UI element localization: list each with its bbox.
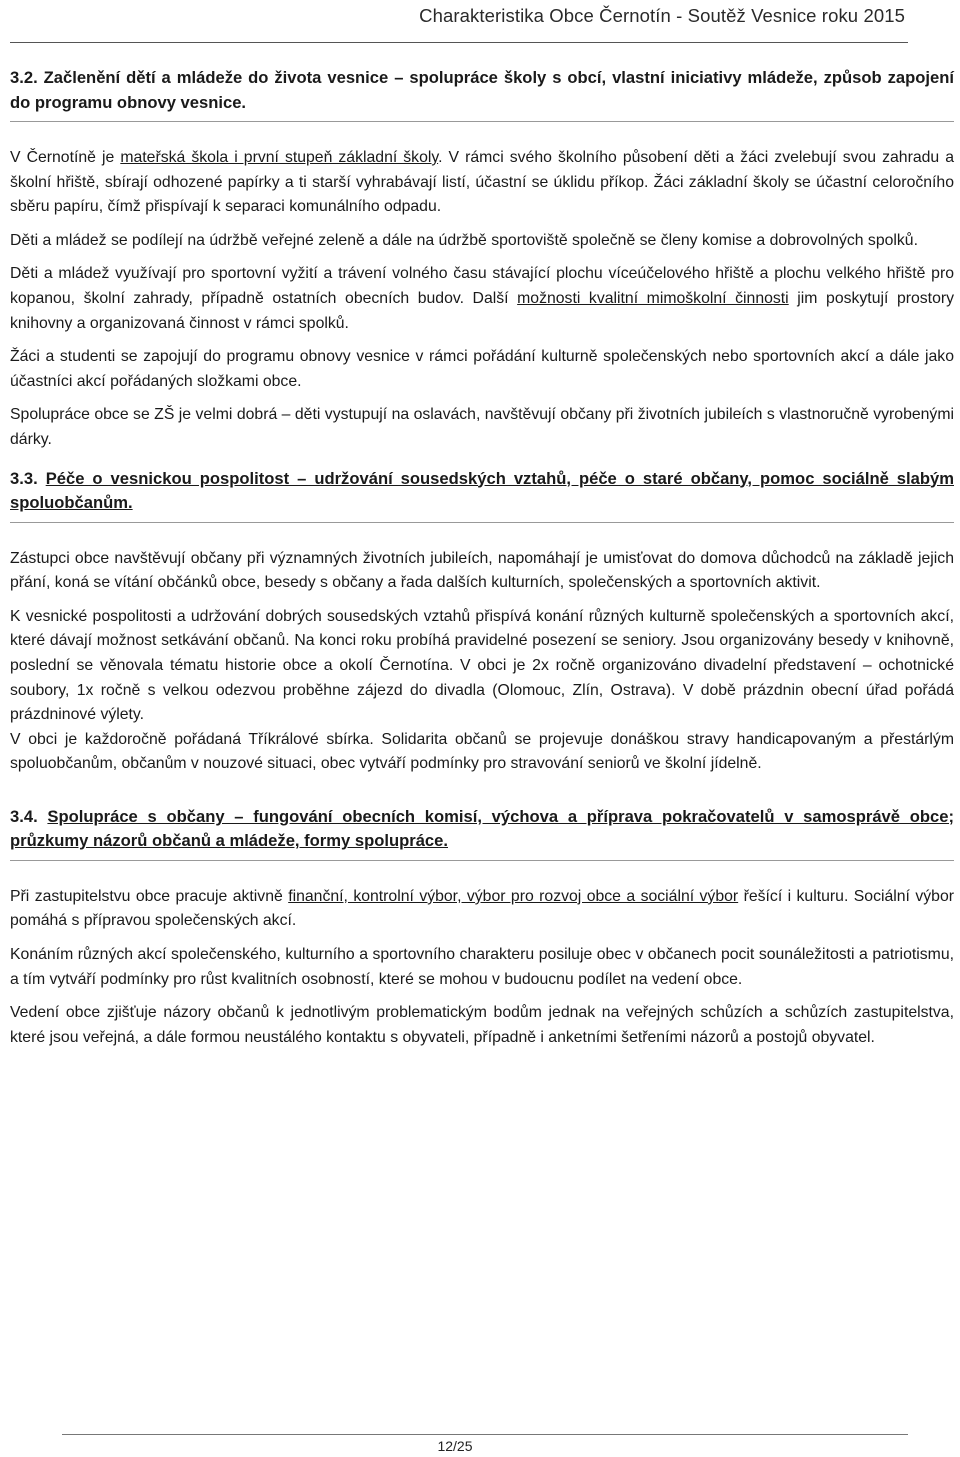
section-3-3-paragraph-1: Zástupci obce navštěvují občany při významných životních jubileích, napomáhají je umisťovat do domova důchodců na základě jejich přání, koná se vítání občánků obce, besedy s občany a řada dalších kulturních, společenských a sportovních aktivit. (10, 549, 954, 592)
footer-divider (62, 1434, 908, 1435)
section-3-2-paragraph-3 (10, 262, 954, 336)
section-3-2-heading: 3.2. Začlenění dětí a mládeže do života vesnice – spolupráce školy s obcí, vlastní iniciativy mládeže, způsob zapojení do programu obnovy vesnice. (10, 66, 954, 122)
section-3-2-paragraph-2: Děti a mládež se podílejí na údržbě veřejné zeleně a dále na údržbě sportoviště společně se členy komise a dobrovolných spolků. (10, 231, 918, 249)
text-run: Děti a mládež využívají pro sportovní vyžití a trávení volného času stávající plochu víceúčelového hřiště a plochu velkého hřiště pro kopanou, školní zahrady, případně ostatních obecních budov. Další (10, 265, 954, 307)
section-3-2-paragraph-5: Spolupráce obce se ZŠ je velmi dobrá – děti vystupují na oslavách, navštěvují občany při životních jubileích s vlastnoručně vyrobenými dárky. (10, 406, 954, 448)
section-3-2-paragraph-4: Žáci a studenti se zapojují do programu obnovy vesnice v rámci pořádání kulturně společenských nebo sportovních akcí a dále jako účastníci akcí pořádaných složkami obce. (10, 348, 954, 390)
underlined-phrase: finanční, kontrolní výbor, výbor pro rozvoj obce a sociální výbor (288, 887, 739, 905)
section-title: Spolupráce s občany – fungování obecních komisí, výchova a příprava pokračovatelů v samosprávě obce; průzkumy názorů občanů a mládeže, formy spolupráce. (10, 806, 954, 851)
text-run: . V rámci svého školního působení děti a žáci zvelebují svou zahradu a školní hřiště, sbírají odhozené papírky a ti starší vyhrabávají listí, účastní se úklidu příkop. Žáci základní školy se účastní celoročního sběru papíru, čímž přispívají k separaci komunálního odpadu. (10, 149, 955, 216)
text-run: řešící i kulturu. Sociální výbor pomáhá s přípravou společenských akcí. (10, 887, 954, 930)
section-3-4-paragraph-1 (10, 885, 954, 934)
section-3-4-paragraph-3: Vedení obce zjišťuje názory občanů k jednotlivým problematickým bodům jednak na veřejných schůzích a schůzích zastupitelstva, které jsou veřejná, a dále formou neustálého kontaktu s obyvateli, případně i anketními šetřeními názorů a postojů obyvatel. (10, 1004, 954, 1046)
section-number: 3.4. (10, 806, 38, 826)
section-3-4-heading (10, 805, 954, 861)
section-title: Péče o vesnickou pospolitost – udržování sousedských vztahů, péče o staré občany, pomoc sociálně slabým spoluobčanům. (10, 468, 954, 513)
text-run: V Černotíně je (10, 149, 121, 166)
spacer (10, 122, 954, 146)
document-header-title: Charakteristika Obce Černotín - Soutěž Vesnice roku 2015 (419, 5, 905, 26)
section-3-4-paragraph-2: Konáním různých akcí společenského, kulturního a sportovního charakteru posiluje obec v občanech pocit sounáležitosti a patriotismu, a tím vytváří podmínky pro růst kvalitních osobností, které se mohou v budoucnu podílet na vedení obce. (10, 946, 954, 988)
spacer (10, 861, 954, 885)
section-3-2-paragraph-1 (10, 146, 954, 220)
page-number: 12/25 (437, 1438, 473, 1454)
section-number: 3.3. (10, 468, 38, 488)
underlined-phrase: mateřská škola i první stupeň základní školy (120, 149, 439, 166)
spacer (10, 523, 954, 547)
text-run: Při zastupitelstvu obce pracuje aktivně (10, 887, 289, 905)
underlined-phrase: možnosti kvalitní mimoškolní činnosti (517, 289, 789, 307)
header-divider (10, 42, 908, 43)
section-3-3-paragraph-2: K vesnické pospolitosti a udržování dobrých sousedských vztahů přispívá konání různých kulturně společenských a sportovních akcí, které dávají možnost setkávání občanů. Na konci roku probíhá pravidelné posezení se seniory. Jsou organizovány besedy v knihovně, poslední se věnovala tématu historie obce a okolí Černotína. V obci je 2x ročně organizováno divadelní představení – ochotnické soubory, 1x ročně s velkou odezvou proběhne zájezd do divadla (Olomouc, Zlín, Ostrava). V době prázdnin obecní úřad pořádá prázdninové výlety. (10, 607, 954, 724)
text-run: jim poskytují prostory knihovny a organizovaná činnost v rámci spolků. (10, 289, 955, 332)
document-body (10, 66, 954, 1059)
section-3-3-paragraph-3: V obci je každoročně pořádaná Tříkrálové sbírka. Solidarita občanů se projevuje donáškou stravy handicapovaným a přestárlým spoluobčanům, občanům v nouzové situaci, obec vytváří podmínky pro stravování seniorů ve školní jídelně. (10, 730, 954, 773)
section-3-3-heading (10, 467, 954, 523)
